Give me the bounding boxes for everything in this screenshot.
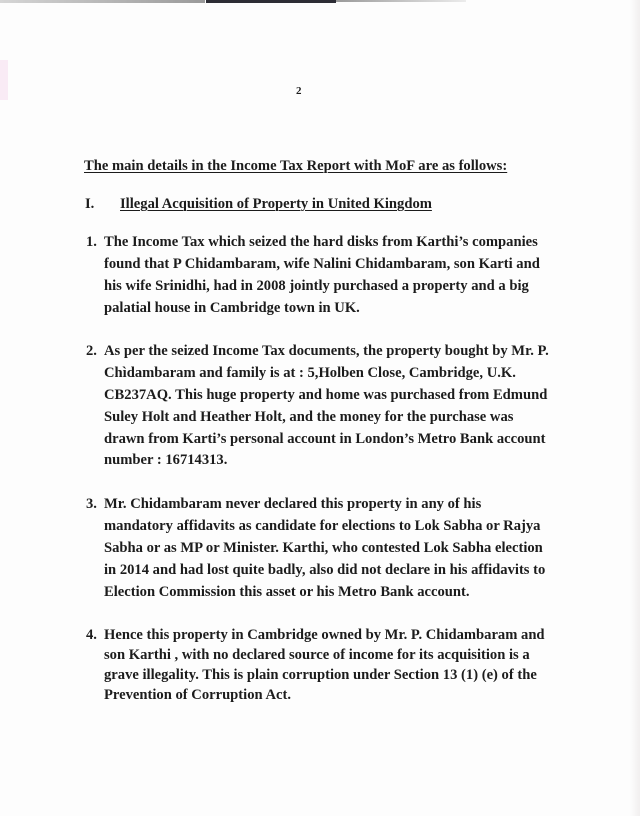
item-line: his wife Srinidhi, had in 2008 jointly purchased a property and a big	[104, 278, 529, 294]
item-line: As per the seized Income Tax documents, the property bought by Mr. P.	[104, 343, 549, 359]
item-line: Hence this property in Cambridge owned by Mr. P. Chidambaram and	[104, 627, 545, 643]
item-line: The Income Tax which seized the hard disks from Karthi’s companies	[104, 234, 538, 250]
page-number: 2	[296, 85, 302, 97]
item-line: Chìdambaram and family is at : 5,Holben Close, Cambridge, U.K.	[104, 365, 516, 381]
item-number: 4.	[86, 627, 97, 643]
item-line: grave illegality. This is plain corruption under Section 13 (1) (e) of the	[104, 667, 537, 683]
item-line: son Karthi , with no declared source of income for its acquisition is a	[104, 647, 530, 663]
item-line: Prevention of Corruption Act.	[104, 687, 291, 703]
scan-edge-top-right	[336, 0, 466, 2]
document-heading: The main details in the Income Tax Report with MoF are as follows:	[84, 158, 508, 174]
section-title: Illegal Acquisition of Property in United Kingdom	[120, 196, 432, 212]
item-number: 1.	[86, 234, 97, 250]
item-line: found that P Chidambaram, wife Nalini Chidambaram, son Karti and	[104, 256, 540, 272]
scan-smudge	[0, 60, 8, 100]
item-line: Mr. Chidambaram never declared this property in any of his	[104, 496, 482, 512]
item-number: 2.	[86, 343, 97, 359]
scan-edge-top-dark	[206, 0, 336, 3]
item-line: palatial house in Cambridge town in UK.	[104, 300, 360, 316]
scan-edge-right	[630, 0, 640, 816]
item-line: in 2014 and had lost quite badly, also did not declare in his affidavits to	[104, 562, 546, 578]
section-numeral: I.	[85, 196, 95, 212]
item-line: number : 16714313.	[104, 452, 228, 468]
item-line: CB237AQ. This huge property and home was purchased from Edmund	[104, 387, 548, 403]
item-line: drawn from Karti’s personal account in London’s Metro Bank account	[104, 431, 546, 447]
item-line: Suley Holt and Heather Holt, and the money for the purchase was	[104, 409, 514, 425]
item-line: mandatory affidavits as candidate for elections to Lok Sabha or Rajya	[104, 518, 541, 534]
item-number: 3.	[86, 496, 97, 512]
item-line: Sabha or as MP or Minister. Karthi, who contested Lok Sabha election	[104, 540, 543, 556]
scan-edge-top-left	[0, 0, 205, 3]
item-line: Election Commission this asset or his Metro Bank account.	[104, 584, 470, 600]
